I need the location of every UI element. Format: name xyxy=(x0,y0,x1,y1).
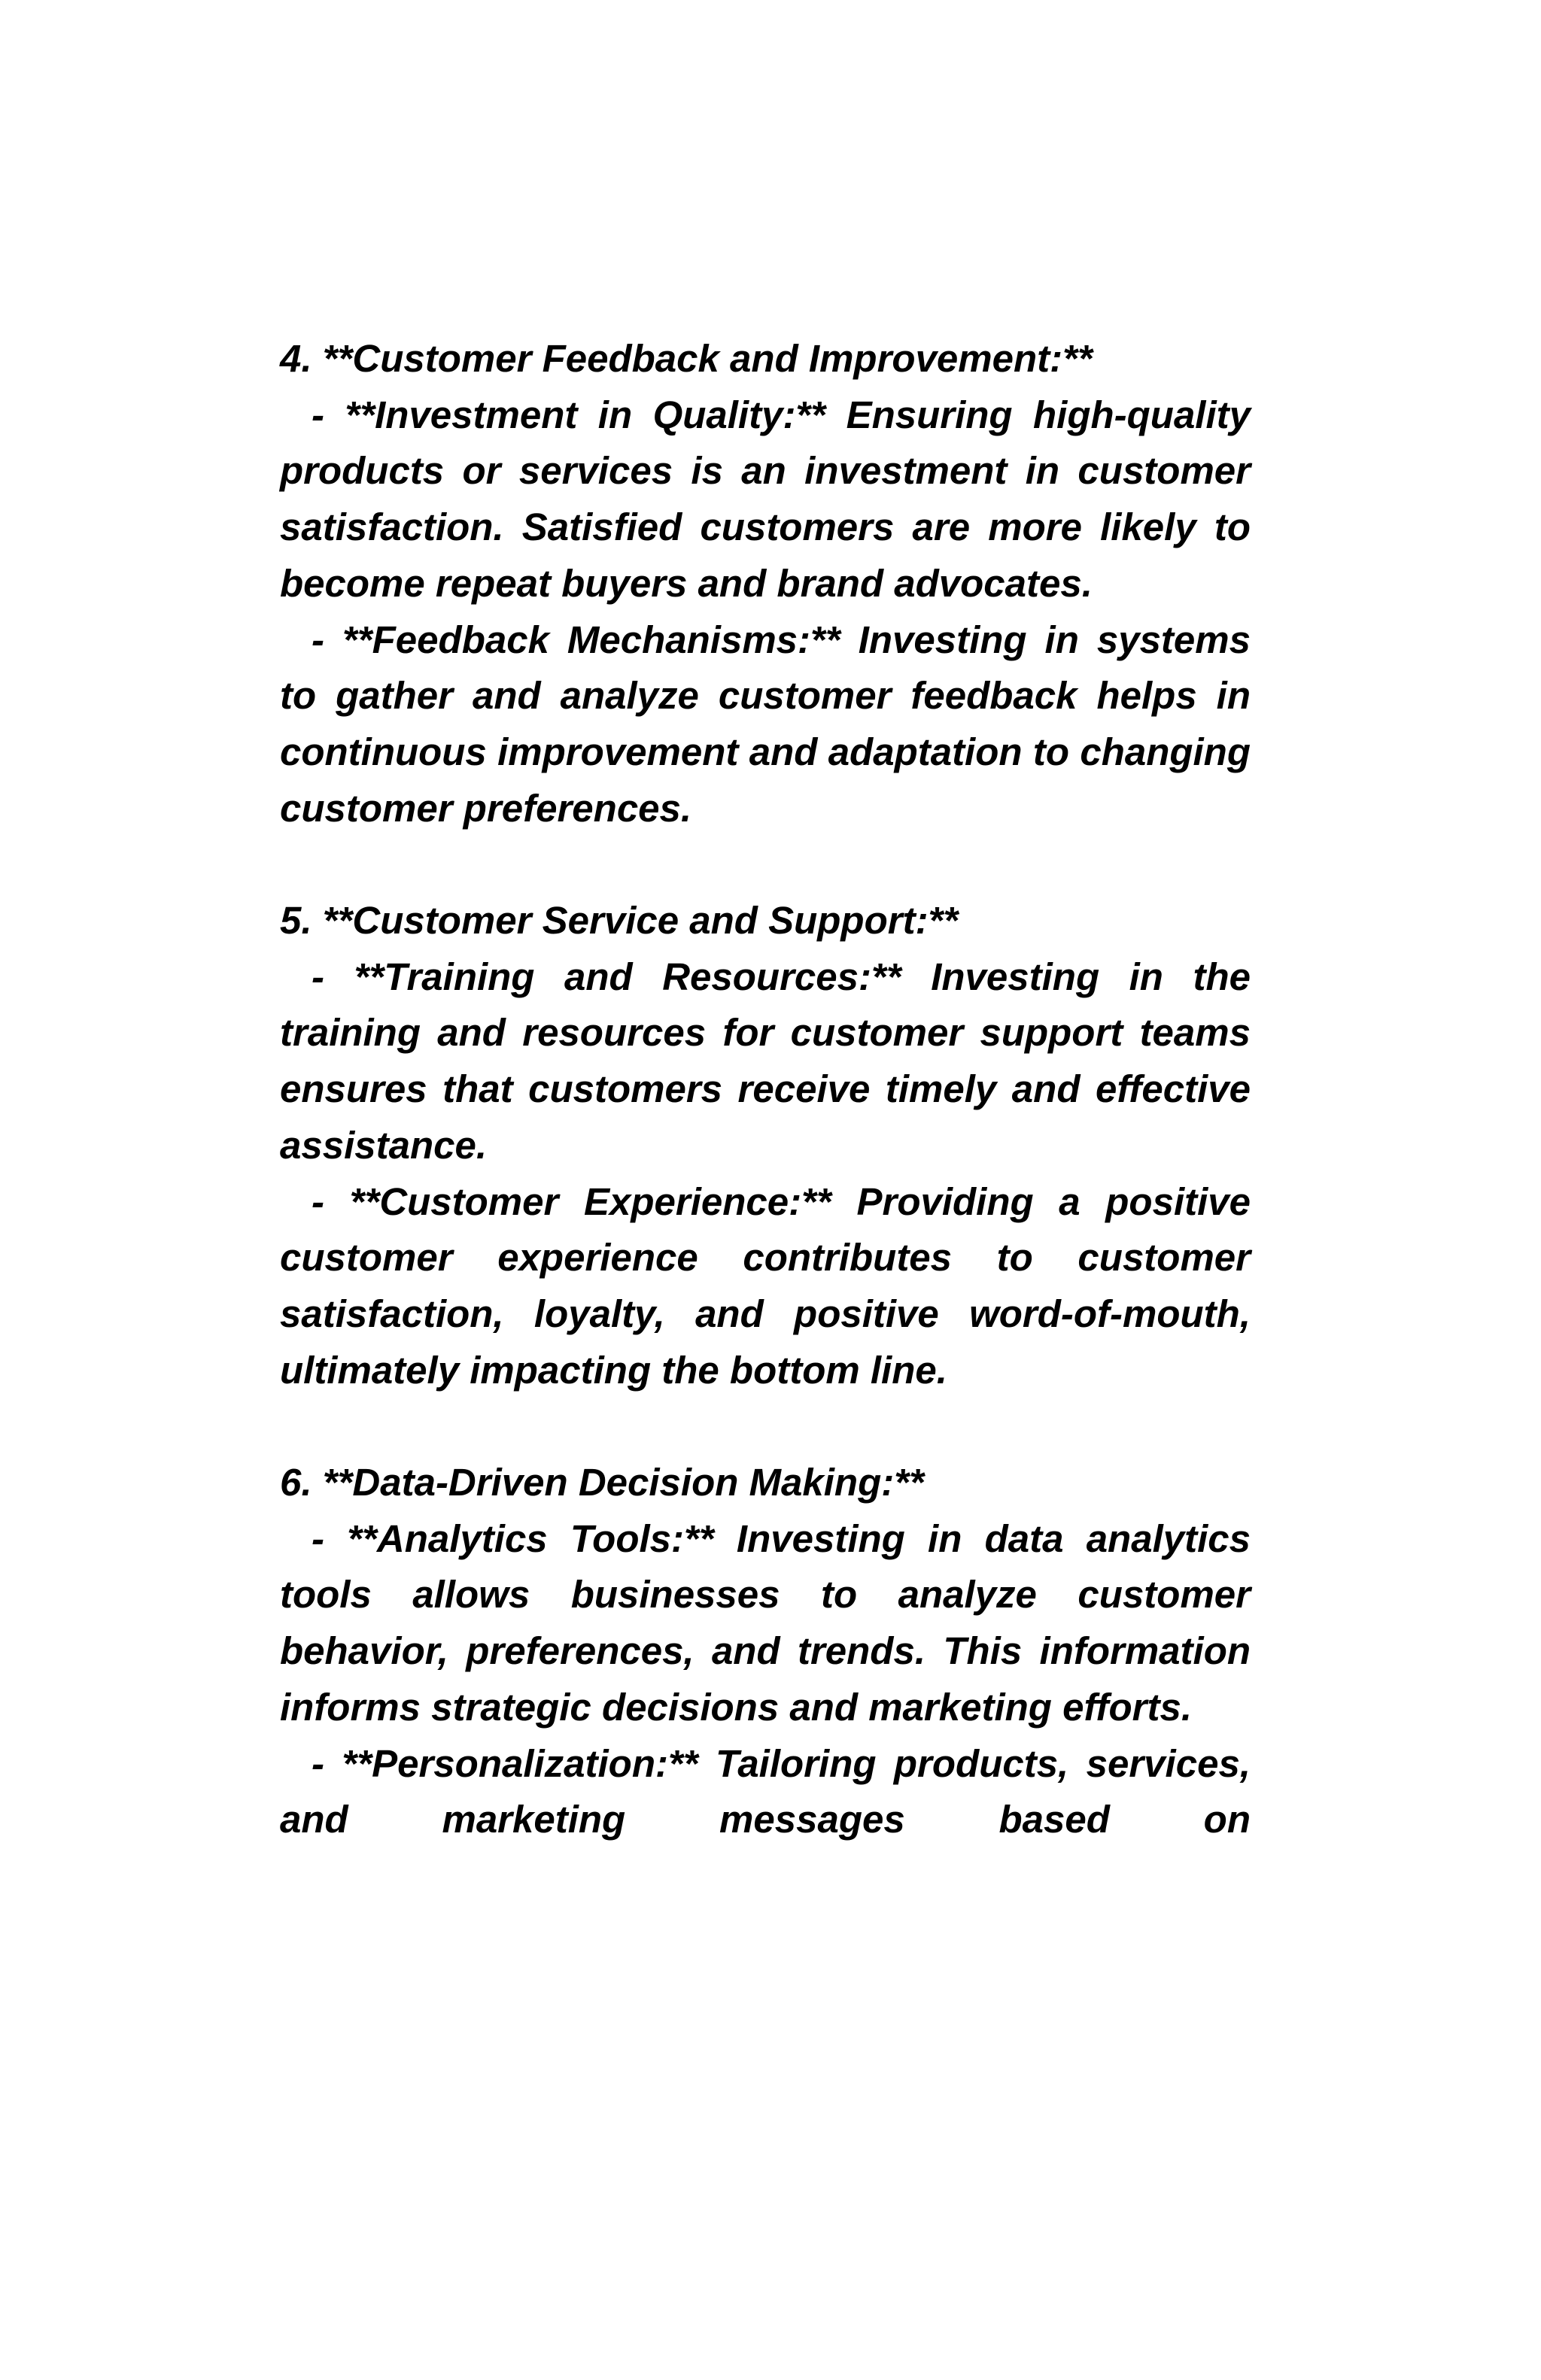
paragraph-feedback-mechanisms: - **Feedback Mechanisms:** Investing in systems to gather and analyze customer feedback helps in continuous improvement and adaptation to changing customer preferences. xyxy=(280,618,1251,830)
paragraph-analytics-tools: - **Analytics Tools:** Investing in data analytics tools allows businesses to analyze customer behavior, preferences, and trends. This information informs strategic decisions and marketing efforts. xyxy=(280,1516,1251,1729)
paragraph-investment-in-quality: - **Investment in Quality:** Ensuring high-quality products or services is an investment in customer satisfaction. Satisfied customers are more likely to become repeat buyers and brand advocates. xyxy=(280,393,1251,605)
section-customer-feedback xyxy=(280,331,1251,836)
paragraph-customer-experience: - **Customer Experience:** Providing a positive customer experience contributes to customer satisfaction, loyalty, and positive word-of-mouth, ultimately impacting the bottom line. xyxy=(280,1179,1251,1392)
section-customer-service xyxy=(280,893,1251,1398)
section-heading: 4. **Customer Feedback and Improvement:** xyxy=(280,337,1093,380)
document-page xyxy=(280,331,1251,1848)
section-heading: 5. **Customer Service and Support:** xyxy=(280,899,959,943)
paragraph-personalization: - **Personalization:** Tailoring products, services, and marketing messages based on xyxy=(280,1741,1251,1841)
paragraph-training-and-resources: - **Training and Resources:** Investing in the training and resources for customer support teams ensures that customers receive timely and effective assistance. xyxy=(280,955,1251,1167)
section-data-driven xyxy=(280,1455,1251,1848)
section-heading: 6. **Data-Driven Decision Making:** xyxy=(280,1461,924,1504)
